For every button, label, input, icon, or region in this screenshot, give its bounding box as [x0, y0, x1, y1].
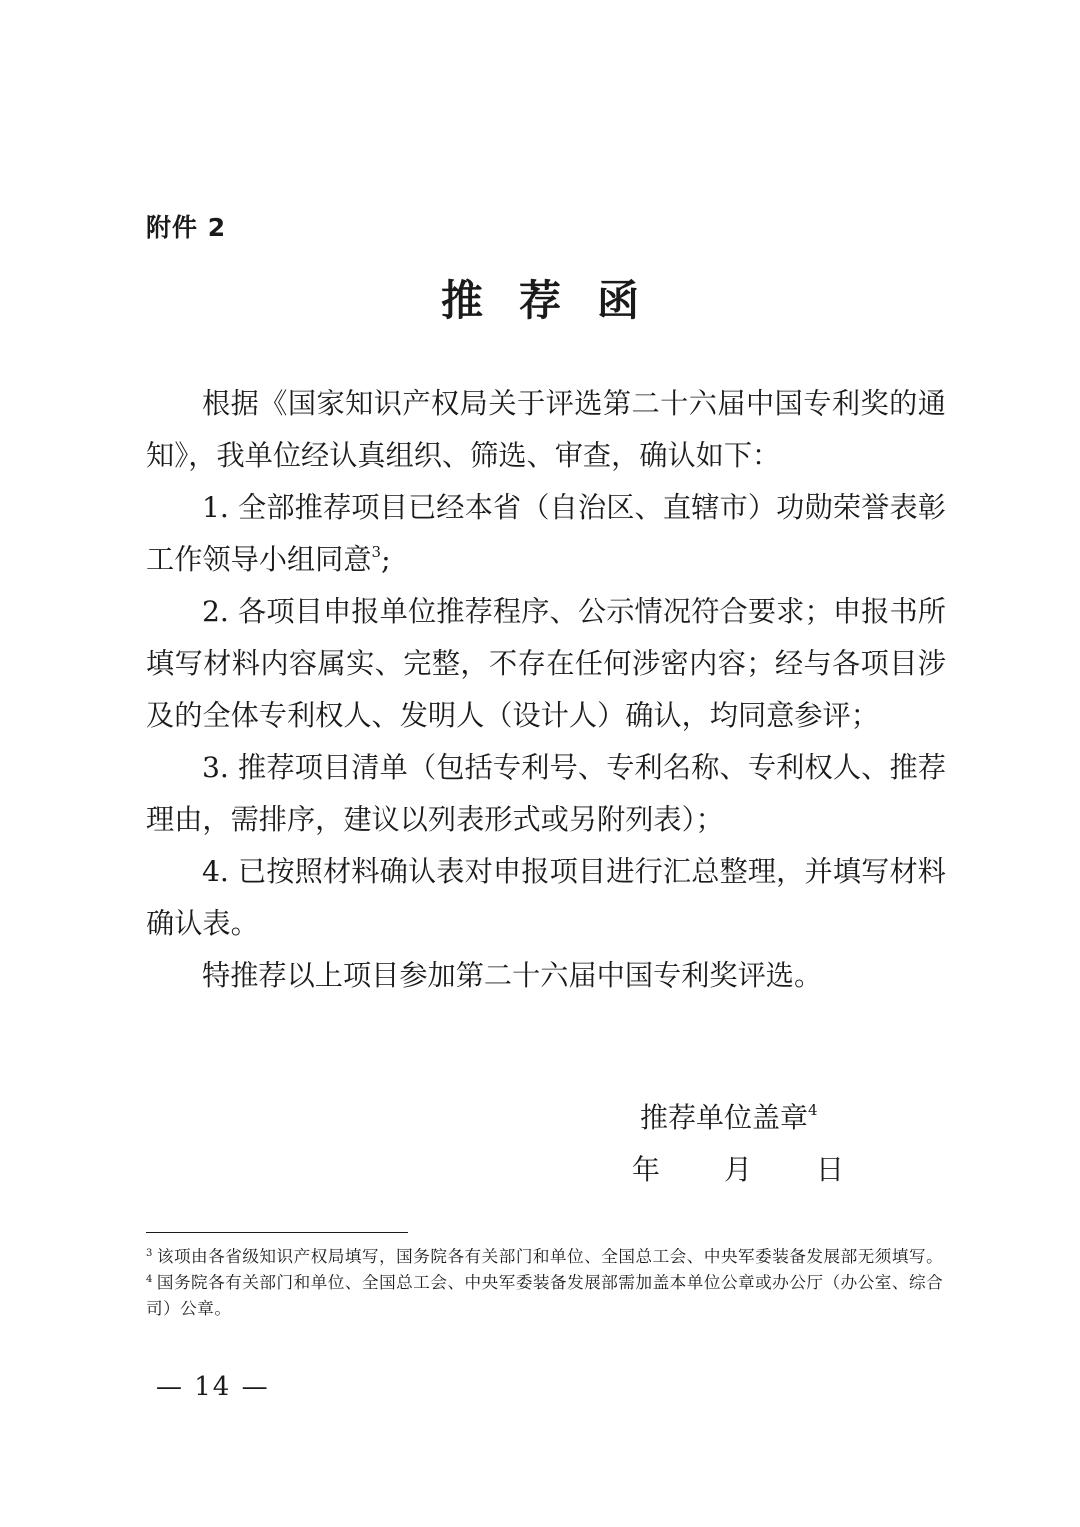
paragraph-intro: 根据《国家知识产权局关于评选第二十六届中国专利奖的通知》，我单位经认真组织、筛选、审查，确认如下：	[146, 387, 946, 472]
footnote-reference-4: 4	[808, 1101, 818, 1119]
paragraph-item-4: 4. 已按照材料确认表对申报项目进行汇总整理，并填写材料确认表。	[146, 855, 946, 940]
footnote-separator	[146, 1232, 408, 1233]
footnote-marker: 3	[146, 1248, 153, 1259]
attachment-label: 附件 2	[146, 213, 227, 242]
date-month: 月	[724, 1153, 753, 1186]
footnotes	[146, 1244, 944, 1322]
date-year: 年	[632, 1153, 661, 1186]
letter-body	[146, 378, 946, 1002]
stamp-line	[640, 1092, 908, 1144]
footnote-3	[146, 1244, 944, 1270]
footnote-reference-3: 3	[371, 543, 382, 561]
paragraph-item-1	[146, 482, 946, 586]
paragraph-item-1-text: 1. 全部推荐项目已经本省（自治区、直辖市）功勋荣誉表彰工作领导小组同意	[146, 491, 946, 576]
document-title: 推荐函	[440, 276, 675, 325]
paragraph-item-1-suffix: ;	[381, 543, 391, 576]
page-number: — 14 —	[156, 1372, 270, 1402]
paragraph-closing: 特推荐以上项目参加第二十六届中国专利奖评选。	[202, 959, 823, 992]
paragraph-item-2: 2. 各项目申报单位推荐程序、公示情况符合要求；申报书所填写材料内容属实、完整，不存在任何涉密内容；经与各项目涉及的全体专利权人、发明人（设计人）确认，均同意参评；	[146, 595, 946, 732]
footnote-text: 该项由各省级知识产权局填写，国务院各有关部门和单位、全国总工会、中央军委装备发展部无须填写。	[156, 1247, 944, 1266]
date-line	[632, 1144, 908, 1196]
stamp-label: 推荐单位盖章	[640, 1101, 809, 1134]
signature-block	[632, 1092, 908, 1196]
footnote-4	[146, 1270, 944, 1322]
date-day: 日	[816, 1153, 845, 1186]
footnote-marker: 4	[146, 1274, 153, 1285]
paragraph-item-3: 3. 推荐项目清单（包括专利号、专利名称、专利权人、推荐理由，需排序，建议以列表形式或另附列表）；	[146, 751, 946, 836]
footnote-text: 国务院各有关部门和单位、全国总工会、中央军委装备发展部需加盖本单位公章或办公厅（办公室、综合司）公章。	[146, 1273, 944, 1318]
